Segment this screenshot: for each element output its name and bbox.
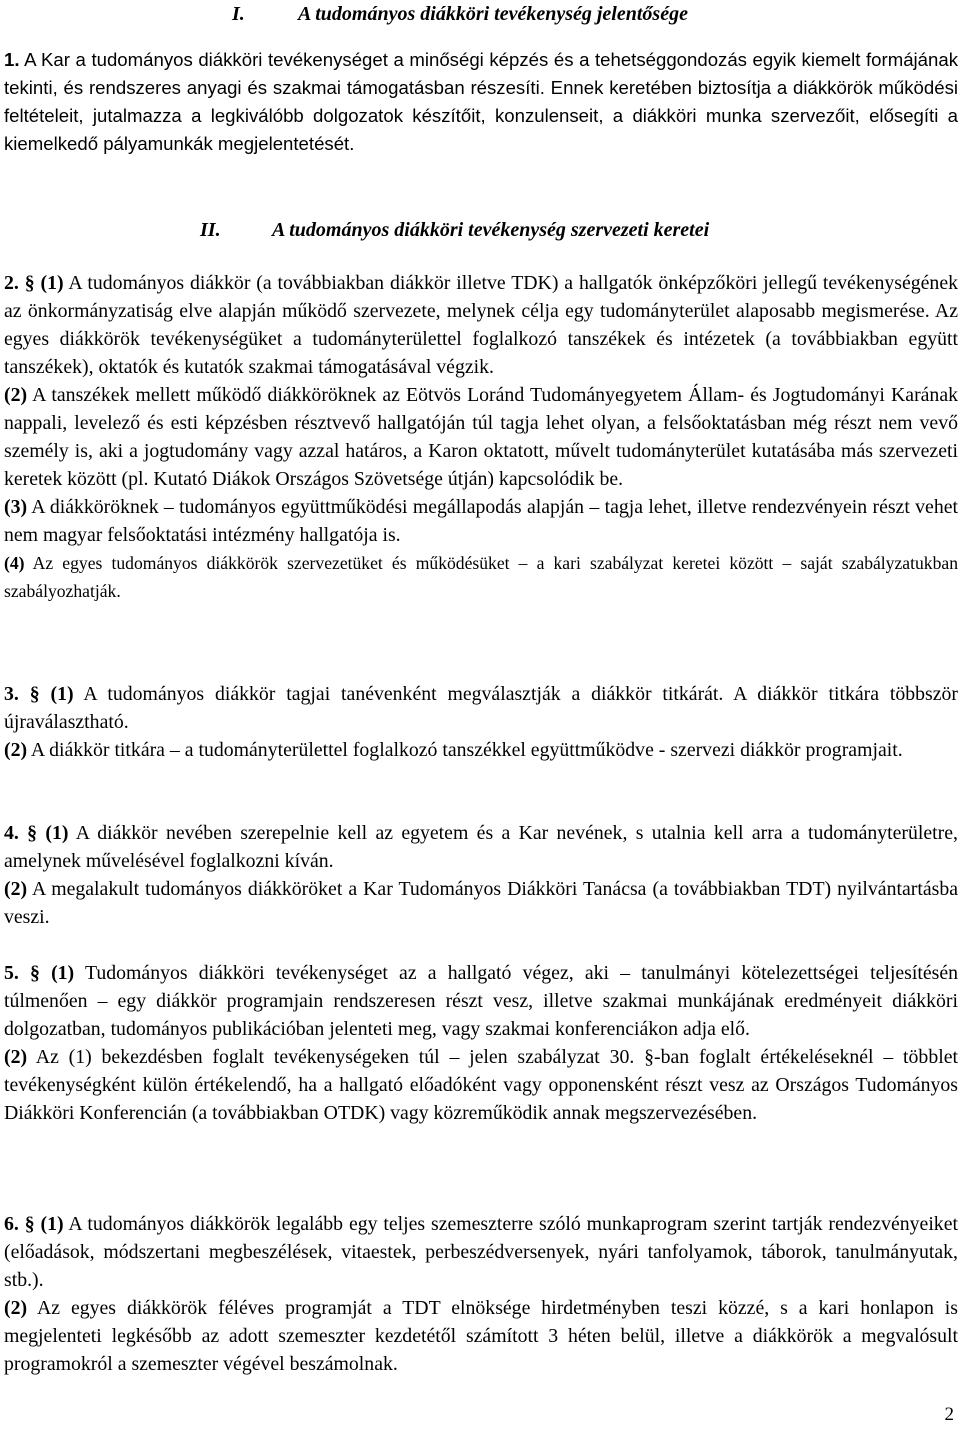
clause-number: 3. [4,683,19,705]
paragraph-text: A tudományos diákkör (a továbbiakban diákkör illetve TDK) a hallgatók önképzőköri jellegű tevékenységének az önkormányzatiság elve alapján működő szervezete, melynek célja egy tudományterület alaposabb megismerése. Az egyes diákkörök tevékenységüket a tudományterülettel foglalkozó tanszékek és intézetek (a továbbiakban együtt tanszékek), oktatók és kutatók szakmai támogatásával végzik. [4,272,958,378]
paragraph-text: A tudományos diákkörök legalább egy teljes szemeszterre szóló munkaprogram szerint tartják rendezvényeiket (előadások, módszertani megbeszélések, vitaestek, perbeszédversenyek, nyári tanfolyamok, táborok, tanulmányutak, stb.). [4,1213,958,1291]
paragraph-mark: (2) [4,739,28,761]
paragraph-mark: (2) [4,384,28,406]
paragraph-text: A diákkör nevében szerepelnie kell az egyetem és a Kar nevének, s utalnia kell arra a tudományterületre, amelynek művelésével foglalkozni kíván. [4,822,958,872]
clause-6-para-1 [4,1210,958,1294]
section-sign: § [24,1213,35,1235]
clause-2-para-4 [4,549,958,605]
paragraph-mark: (1) [51,962,75,984]
clause-number: 5. [4,962,19,984]
clause-2-para-2 [4,381,958,493]
paragraph-text: A diákkör titkára – a tudományterülettel foglalkozó tanszékkel együttműködve - szervezi diákkör programjait. [27,739,903,761]
heading-number: II. [200,219,221,241]
clause-4 [4,819,958,931]
clause-6 [4,1210,958,1378]
paragraph-text: A tudományos diákkör tagjai tanévenként megválasztják a diákkör titkárát. A diákkör titkára többször újraválasztható. [4,683,959,733]
clause-4-para-1 [4,819,958,875]
clause-2-para-3 [4,493,958,549]
clause-text: A Kar a tudományos diákköri tevékenységet a minőségi képzés és a tehetséggondozás egyik kiemelt formájának tekinti, és rendszeres anyagi és szakmai támogatásban részesíti. Ennek keretében biztosítja a diákkörök működési feltételeit, jutalmazza a legkiválóbb dolgozatok készítőit, konzulenseit, a diákköri munka szervezőit, elősegíti a kiemelkedő pályamunkák megjelentetését. [4,49,958,154]
clause-number: 6. [4,1213,19,1235]
paragraph-mark: (1) [40,1213,64,1235]
paragraph-mark: (1) [45,822,69,844]
clause-number: 2. [4,272,19,294]
paragraph-mark: (3) [4,496,28,518]
paragraph-mark: (4) [4,553,25,573]
section-sign: § [24,272,35,294]
heading-title: A tudományos diákköri tevékenység jelentősége [298,3,688,25]
paragraph-mark: (2) [4,878,28,900]
heading-title: A tudományos diákköri tevékenység szervezeti keretei [272,219,710,241]
paragraph-mark: (2) [4,1297,28,1319]
clause-5 [4,959,958,1127]
section-sign: § [30,962,40,984]
paragraph-mark: (1) [40,272,64,294]
clause-3-para-1 [4,680,958,736]
paragraph-mark: (1) [50,683,74,705]
section-heading-ii [200,218,709,242]
section-sign: § [27,822,38,844]
section-heading-i [232,2,688,26]
clause-3 [4,680,958,764]
clause-5-para-2 [4,1043,958,1127]
clause-number: 4. [4,822,19,844]
clause-2 [4,269,958,605]
clause-number: 1. [4,49,20,70]
paragraph-text: Az (1) bekezdésben foglalt tevékenységeken túl – jelen szabályzat 30. §-ban foglalt értékeléseknél – többlet tevékenységként külön értékelendő, ha a hallgató előadóként vagy opponensként részt vesz az Országos Tudományos Diákköri Konferencián (a továbbiakban OTDK) vagy közreműködik annak megszervezésében. [4,1046,958,1124]
paragraph-text: A megalakult tudományos diákköröket a Kar Tudományos Diákköri Tanácsa (a továbbiakban TDT) nyilvántartásba veszi. [4,878,958,928]
clause-6-para-2 [4,1294,958,1378]
page-number: 2 [944,1404,954,1425]
paragraph-text: A tanszékek mellett működő diákköröknek az Eötvös Loránd Tudományegyetem Állam- és Jogtudományi Karának nappali, levelező és esti képzésben résztvevő hallgatóján túl tagja lehet olyan, a felsőoktatásban még részt nem vevő személy is, aki a jogtudomány vagy azzal határos, a Karon oktatott, művelt tudományterület kutatásába más szervezeti keretek között (pl. Kutató Diákok Országos Szövetsége útján) kapcsolódik be. [4,384,958,490]
heading-number: I. [232,3,245,25]
paragraph-text: Az egyes tudományos diákkörök szervezetüket és működésüket – a kari szabályzat keretei között – saját szabályzatukban szabályozhatják. [4,553,958,601]
clause-1-text [4,46,958,158]
clause-1 [4,46,958,158]
clause-5-para-1 [4,959,958,1043]
paragraph-mark: (2) [4,1046,28,1068]
paragraph-text: Tudományos diákköri tevékenységet az a hallgató végez, aki – tanulmányi kötelezettségei teljesítésén túlmenően – egy diákkör programjain rendszeresen részt vesz, illetve szakmai munkájának eredményeit diákköri dolgozatban, tudományos publikációban jelenteti meg, vagy szakmai konferenciákon adja elő. [4,962,958,1040]
paragraph-text: A diákköröknek – tudományos együttműködési megállapodás alapján – tagja lehet, illetve rendezvényein részt vehet nem magyar felsőoktatási intézmény hallgatója is. [4,496,958,546]
clause-3-para-2 [4,736,958,764]
clause-4-para-2 [4,875,958,931]
paragraph-text: Az egyes diákkörök féléves programját a TDT elnöksége hirdetményben teszi közzé, s a kari honlapon is megjelenteti legkésőbb az adott szemeszter kezdetétől számított 3 héten belül, illetve a diákkörök a megvalósult programokról a szemeszter végével beszámolnak. [4,1297,958,1375]
section-sign: § [29,683,40,705]
clause-2-para-1 [4,269,958,381]
